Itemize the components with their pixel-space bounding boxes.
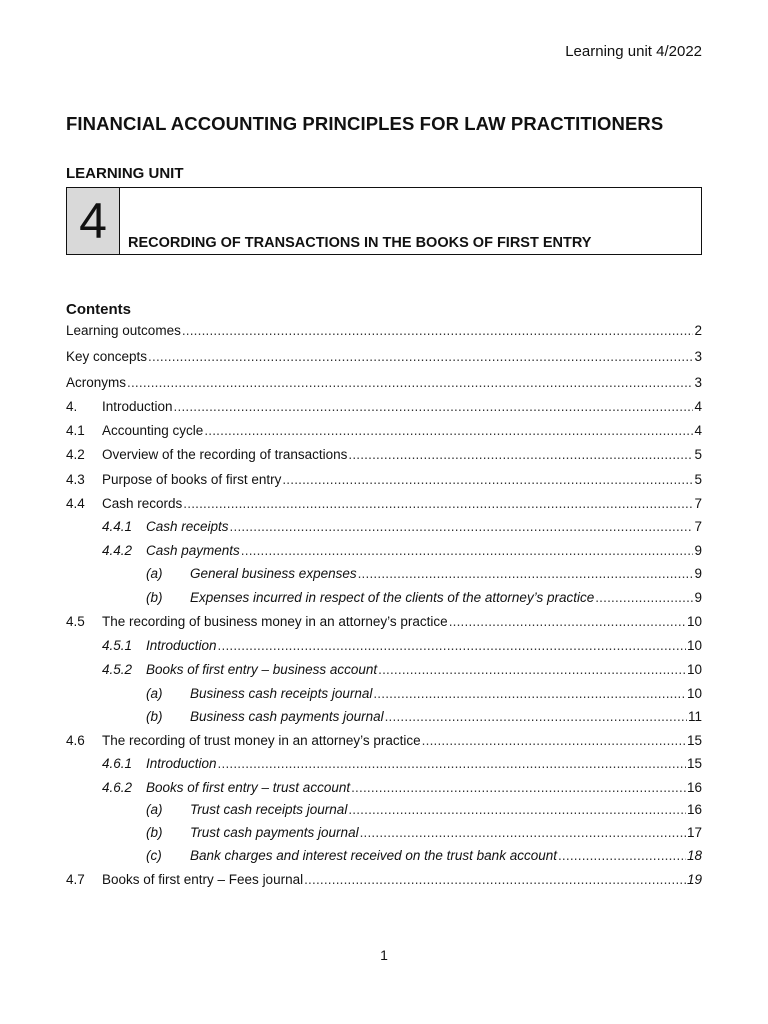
toc-entry-page: 10: [686, 638, 702, 653]
learning-unit-heading: RECORDING OF TRANSACTIONS IN THE BOOKS OF FIRST ENTRY: [128, 235, 592, 251]
toc-entry-title: The recording of trust money in an attorney’s practice: [102, 733, 421, 748]
toc-entry-number: (b): [146, 825, 163, 840]
toc-entry-number: 4.6.1: [102, 756, 133, 771]
toc-entry[interactable]: [66, 732, 702, 750]
toc-entry-page: 9: [694, 566, 702, 581]
toc-entry[interactable]: [66, 637, 702, 655]
toc-entry-page: 9: [694, 590, 702, 605]
toc-entry[interactable]: [66, 348, 702, 366]
toc-entry-title: Learning outcomes: [66, 323, 181, 338]
toc-dot-leader: [449, 613, 686, 631]
page-number: 1: [380, 947, 388, 963]
toc-dot-leader: [358, 565, 694, 583]
toc-dot-leader: [558, 847, 686, 865]
toc-entry[interactable]: [66, 422, 702, 440]
learning-unit-label: LEARNING UNIT: [66, 165, 184, 182]
toc-entry[interactable]: [66, 824, 702, 842]
toc-dot-leader: [218, 637, 686, 655]
toc-entry-title: Books of first entry – Fees journal: [102, 872, 304, 887]
toc-entry-number: (a): [146, 802, 163, 817]
toc-entry-title: Cash receipts: [146, 519, 229, 534]
toc-entry-title: Trust cash payments journal: [190, 825, 359, 840]
toc-entry[interactable]: [66, 446, 702, 464]
toc-entry[interactable]: [66, 471, 702, 489]
toc-dot-leader: [348, 801, 686, 819]
toc-entry-page: 10: [686, 662, 702, 677]
toc-entry-title: Overview of the recording of transactions: [102, 447, 348, 462]
toc-entry-title: The recording of business money in an attorney’s practice: [102, 614, 448, 629]
toc-entry[interactable]: [66, 685, 702, 703]
toc-entry-number: 4.2: [66, 447, 85, 462]
toc-entry-number: 4.5: [66, 614, 85, 629]
toc-entry-page: 17: [686, 825, 702, 840]
toc-dot-leader: [373, 685, 686, 703]
toc-entry-title: Introduction: [146, 756, 217, 771]
toc-entry-title: Books of first entry – trust account: [146, 780, 351, 795]
toc-entry-page: 16: [686, 780, 702, 795]
toc-entry-number: (b): [146, 709, 163, 724]
toc-dot-leader: [422, 732, 686, 750]
toc-entry-number: (b): [146, 590, 163, 605]
toc-entry-title: Accounting cycle: [102, 423, 204, 438]
toc-entry[interactable]: [66, 613, 702, 631]
toc-entry-page: 15: [686, 756, 702, 771]
toc-entry[interactable]: [66, 374, 702, 392]
toc-dot-leader: [282, 471, 693, 489]
toc-entry-number: 4.5.1: [102, 638, 133, 653]
toc-entry[interactable]: [66, 661, 702, 679]
toc-entry-number: 4.1: [66, 423, 85, 438]
toc-entry-page: 9: [694, 543, 702, 558]
toc-entry-page: 16: [686, 802, 702, 817]
toc-entry[interactable]: [66, 847, 702, 865]
learning-unit-box: [66, 187, 702, 255]
toc-entry-number: 4.6: [66, 733, 85, 748]
toc-dot-leader: [304, 871, 686, 889]
toc-entry-title: Business cash receipts journal: [190, 686, 373, 701]
toc-dot-leader: [174, 398, 694, 416]
toc-entry-number: 4.4.2: [102, 543, 133, 558]
toc-dot-leader: [230, 518, 694, 536]
toc-entry-title: Bank charges and interest received on the trust bank account: [190, 848, 557, 863]
toc-entry-page: 18: [686, 848, 702, 863]
toc-entry[interactable]: [66, 398, 702, 416]
toc-entry-number: 4.6.2: [102, 780, 133, 795]
toc-entry-page: 3: [694, 349, 702, 364]
toc-entry[interactable]: [66, 322, 702, 340]
toc-entry-number: 4.4: [66, 496, 85, 511]
toc-entry-title: Introduction: [146, 638, 217, 653]
toc-entry-title: Purpose of books of first entry: [102, 472, 282, 487]
toc-entry-page: 19: [686, 872, 702, 887]
toc-entry-title: Cash records: [102, 496, 183, 511]
toc-dot-leader: [182, 322, 694, 340]
contents-heading: Contents: [66, 301, 131, 318]
toc-entry[interactable]: [66, 801, 702, 819]
toc-entry-page: 3: [694, 375, 702, 390]
toc-entry-number: 4.7: [66, 872, 85, 887]
toc-entry-title: Key concepts: [66, 349, 148, 364]
toc-entry-page: 4: [694, 423, 702, 438]
toc-entry-number: 4.4.1: [102, 519, 133, 534]
toc-entry-page: 10: [686, 686, 702, 701]
toc-entry-title: General business expenses: [190, 566, 357, 581]
document-title: FINANCIAL ACCOUNTING PRINCIPLES FOR LAW PRACTITIONERS: [66, 113, 664, 134]
toc-entry[interactable]: [66, 542, 702, 560]
toc-entry-page: 5: [694, 447, 702, 462]
toc-entry-page: 2: [694, 323, 702, 338]
toc-dot-leader: [360, 824, 686, 842]
toc-entry[interactable]: [66, 755, 702, 773]
learning-unit-number: 4: [67, 188, 120, 254]
toc-dot-leader: [595, 589, 693, 607]
unit-reference: Learning unit 4/2022: [565, 43, 702, 60]
toc-entry-number: (a): [146, 566, 163, 581]
toc-entry-title: Expenses incurred in respect of the clients of the attorney’s practice: [190, 590, 595, 605]
toc-entry[interactable]: [66, 565, 702, 583]
toc-dot-leader: [385, 708, 687, 726]
toc-entry-page: 15: [686, 733, 702, 748]
toc-entry-page: 11: [687, 709, 702, 724]
toc-entry-number: 4.: [66, 399, 78, 414]
toc-entry[interactable]: [66, 708, 702, 726]
toc-entry-page: 5: [694, 472, 702, 487]
toc-dot-leader: [348, 446, 693, 464]
toc-entry-page: 7: [694, 519, 702, 534]
toc-entry-title: Introduction: [102, 399, 173, 414]
toc-dot-leader: [378, 661, 686, 679]
toc-dot-leader: [204, 422, 693, 440]
toc-dot-leader: [183, 495, 693, 513]
toc-dot-leader: [218, 755, 686, 773]
toc-entry-title: Books of first entry – business account: [146, 662, 378, 677]
toc-entry-page: 4: [694, 399, 702, 414]
toc-entry-page: 7: [694, 496, 702, 511]
toc-entry[interactable]: [66, 589, 702, 607]
toc-entry-number: (c): [146, 848, 162, 863]
toc-entry-number: (a): [146, 686, 163, 701]
toc-dot-leader: [241, 542, 694, 560]
toc-entry-title: Cash payments: [146, 543, 240, 558]
toc-dot-leader: [148, 348, 693, 366]
toc-entry-title: Trust cash receipts journal: [190, 802, 348, 817]
toc-entry-number: 4.3: [66, 472, 85, 487]
toc-entry-title: Business cash payments journal: [190, 709, 384, 724]
toc-entry-page: 10: [686, 614, 702, 629]
toc-dot-leader: [351, 779, 686, 797]
toc-dot-leader: [127, 374, 693, 392]
toc-entry-number: 4.5.2: [102, 662, 133, 677]
toc-entry-title: Acronyms: [66, 375, 127, 390]
toc-entry[interactable]: [66, 518, 702, 536]
toc-entry[interactable]: [66, 495, 702, 513]
toc-entry[interactable]: [66, 779, 702, 797]
toc-entry[interactable]: [66, 871, 702, 889]
